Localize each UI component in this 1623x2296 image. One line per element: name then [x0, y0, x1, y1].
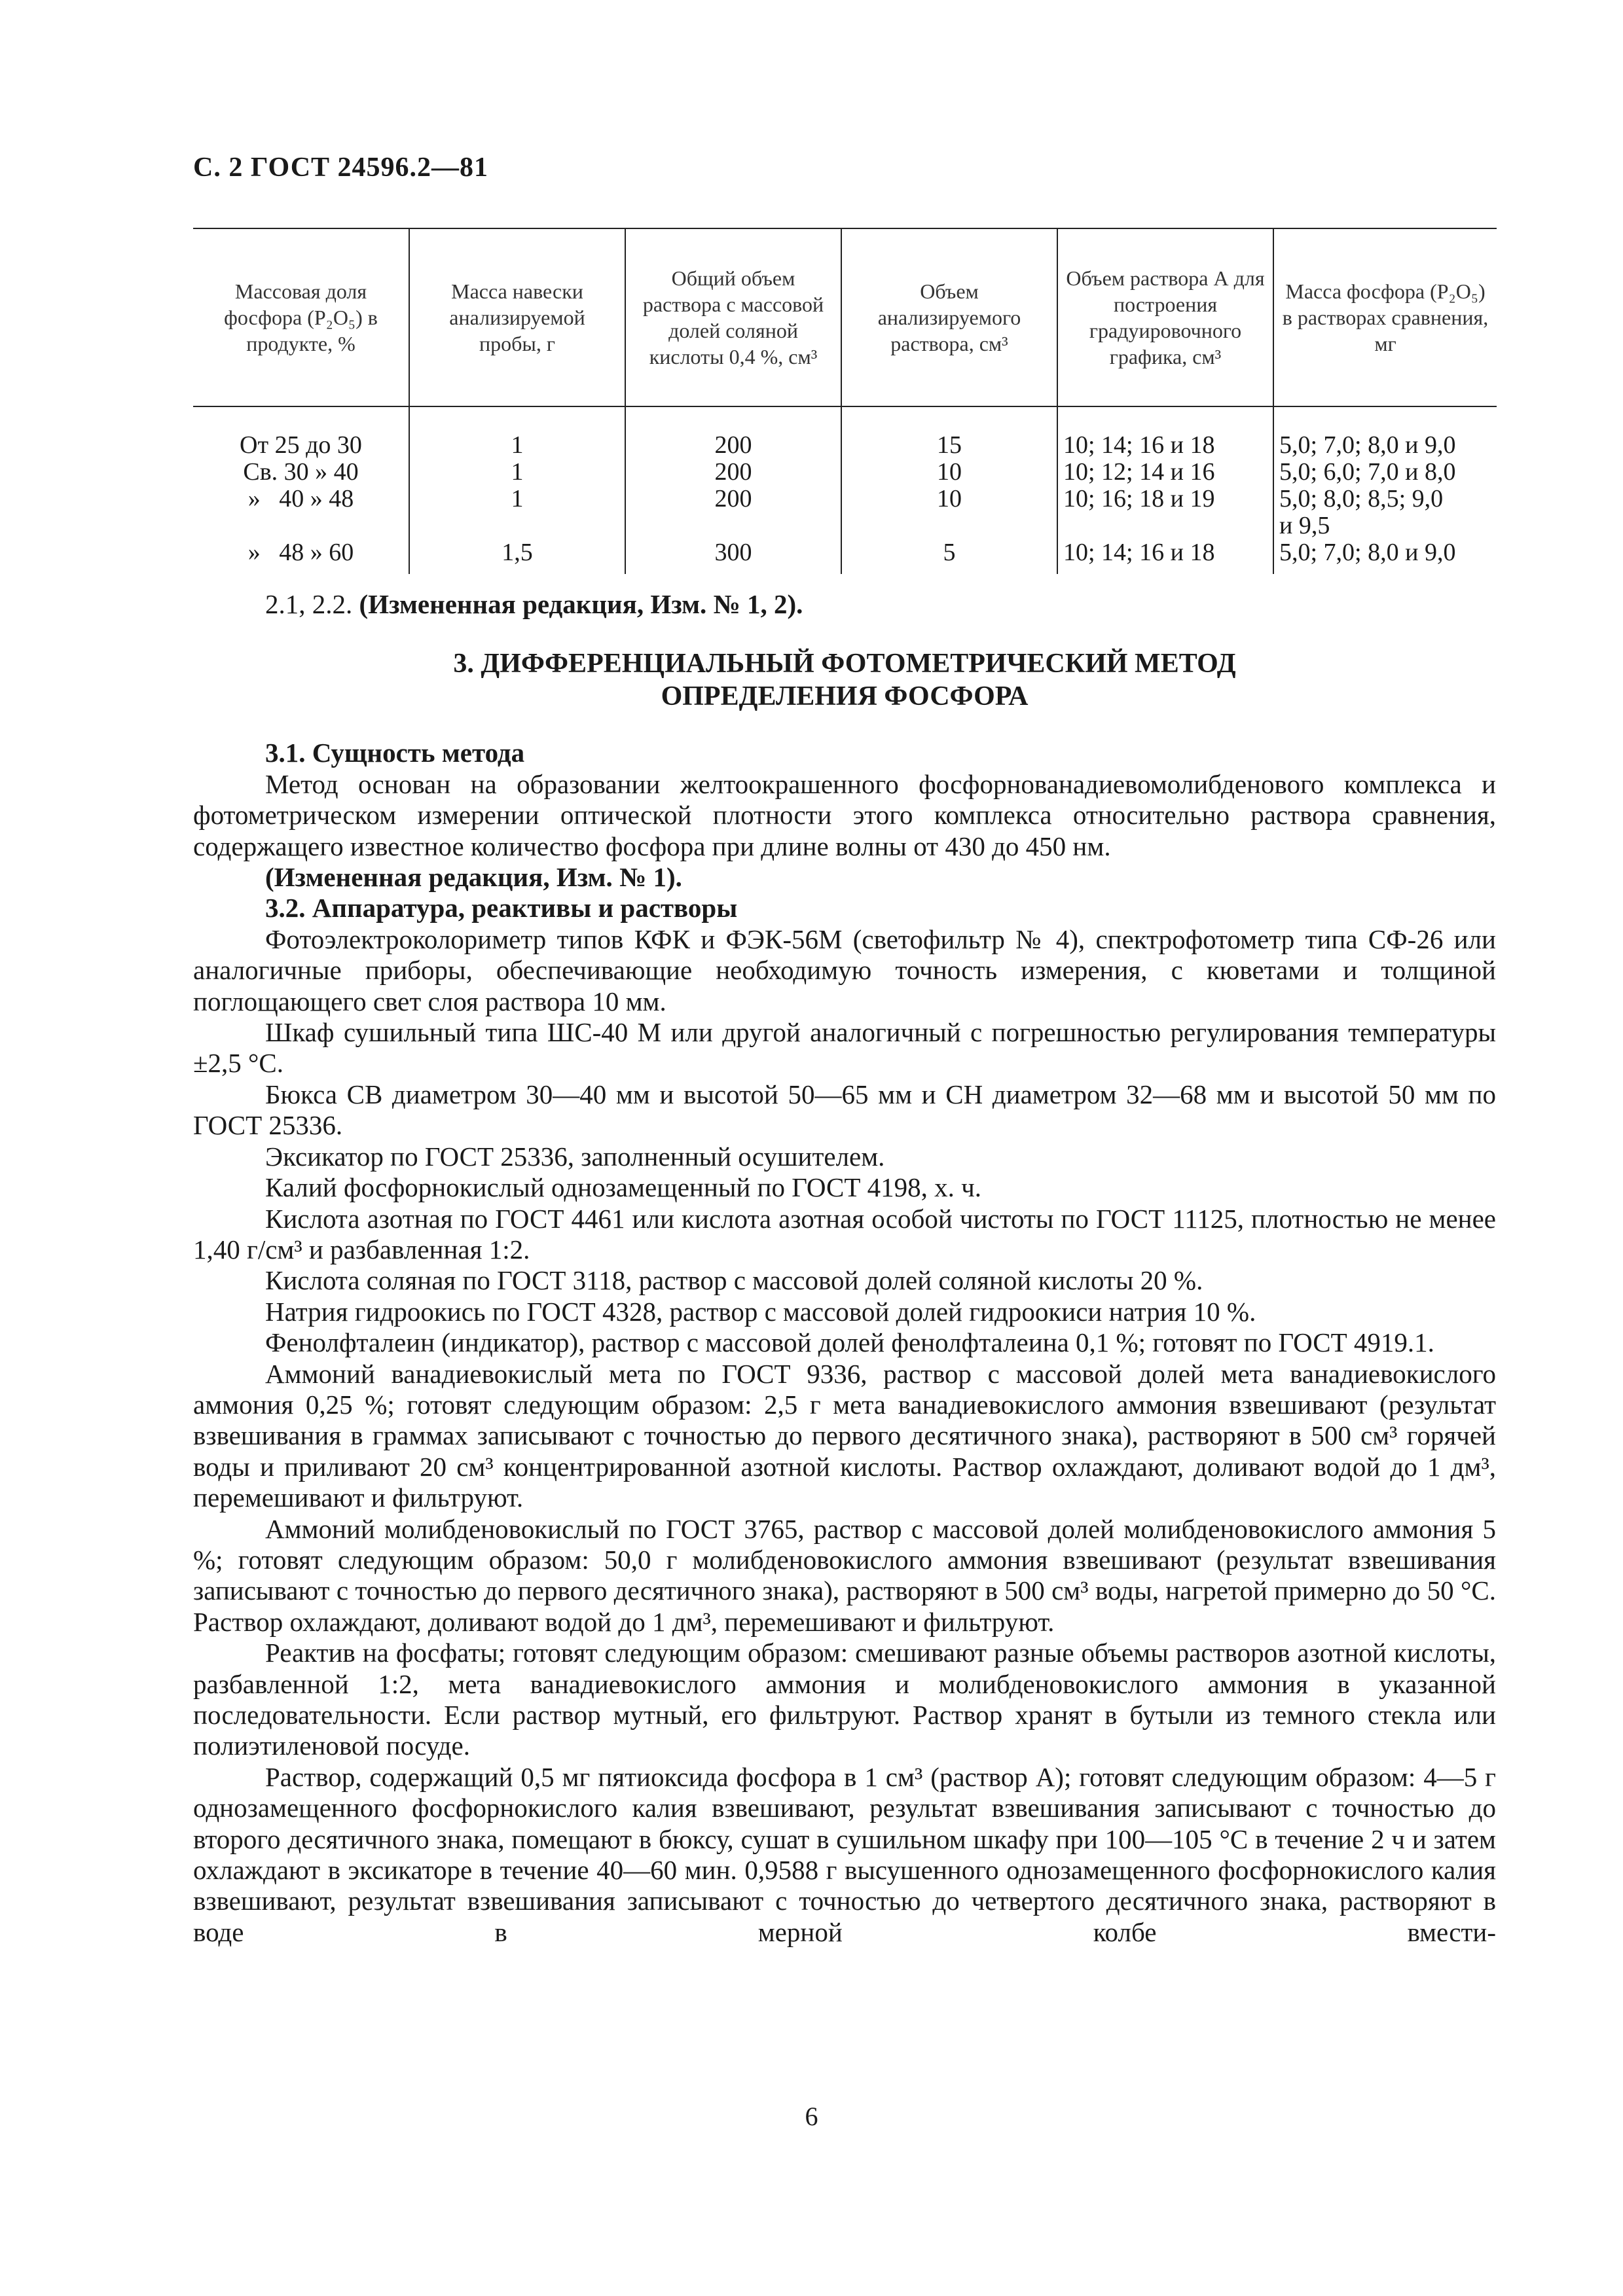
section-3-title-line2: ОПРЕДЕЛЕНИЯ ФОСФОРА [661, 681, 1029, 712]
table-row [193, 539, 1497, 574]
subsection-3-2-title: 3.2. Аппаратура, реактивы и растворы [265, 893, 738, 924]
col-header-aliquot-volume: Объем анализируемого раствора, см³ [841, 228, 1057, 406]
cell-ref [1273, 486, 1497, 539]
col-header-phosphorus-fraction: Массовая доля фосфора (P₂O₅) в продукте, % [193, 228, 409, 406]
table-row [193, 459, 1497, 486]
cell-calib: 10; 14; 16 и 18 [1057, 539, 1273, 574]
paragraph: Реактив на фосфаты; готовят следующим образом: смешивают разные объемы растворов азотной кислоты, разбавленной 1:2, мета ванадиевокислого аммония и молибденовокислого аммония в указанной последовательности. Если раствор мутный, его фильтруют. Раствор хранят в бутыли из темного стекла или полиэтиленовой посуде. [193, 1638, 1496, 1761]
revision-note-3-1: (Измененная редакция, Изм. № 1). [265, 862, 682, 893]
cell-aliquot: 5 [841, 539, 1057, 574]
cell-ref [1273, 406, 1497, 459]
cell-calib: 10; 16; 18 и 19 [1057, 486, 1273, 539]
paragraph: Кислота соляная по ГОСТ 3118, раствор с массовой долей соляной кислоты 20 %. [265, 1265, 1203, 1296]
cell-calib: 10; 12; 14 и 16 [1057, 459, 1273, 486]
table-row [193, 406, 1497, 459]
cell-mass: 1 [409, 486, 625, 539]
cell-volume: 200 [625, 486, 841, 539]
paragraph: Фотоэлектроколориметр типов КФК и ФЭК-56М (светофильтр № 4), спектрофотометр типа СФ-26 или аналогичные приборы, обеспечивающие необходимую точность измерения, с кюветами и толщиной поглощающего свет слоя раствора 10 мм. [193, 924, 1496, 1016]
cell-volume: 200 [625, 459, 841, 486]
section-3-title-line1: 3. ДИФФЕРЕНЦИАЛЬНЫЙ ФОТОМЕТРИЧЕСКИЙ МЕТОД [453, 649, 1236, 679]
cell-aliquot: 15 [841, 406, 1057, 459]
revision-note-text: (Измененная редакция, Изм. № 1, 2). [359, 589, 803, 619]
cell-aliquot: 10 [841, 486, 1057, 539]
paragraph: Аммоний молибденовокислый по ГОСТ 3765, раствор с массовой долей молибденовокислого аммония 5 %; готовят следующим образом: 50,0 г молибденовокислого аммония взвешивают (результат взвешивания записывают с точностью до первого десятичного знака), растворяют в 500 см³ воды, нагретой примерно до 50 °С. Раствор охлаждают, доливают водой до 1 дм³, перемешивают и фильтруют. [193, 1513, 1496, 1637]
cell-range: » 48 » 60 [247, 539, 354, 566]
cell-ref-line: 5,0; 6,0; 7,0 и 8,0 [1279, 458, 1456, 486]
cell-ref-line: 5,0; 7,0; 8,0 и 9,0 [1279, 539, 1456, 566]
document-body [193, 589, 1496, 1948]
paragraph: Раствор, содержащий 0,5 мг пятиоксида фосфора в 1 см³ (раствор А); готовят следующим образом: 4—5 г однозамещенного фосфорнокислого калия взвешивают, результат взвешивания записывают с точностью до второго десятичного знака, помещают в бюксу, сушат в сушильном шкафу при 100—105 °С в течение 2 ч и затем охлаждают в эксикаторе в течение 40—60 мин. 0,9588 г высушенного однозамещенного фосфорнокислого калия взвешивают, результат взвешивания записывают с точностью до четвертого десятичного знака, растворяют в воде в мерной колбе вмести- [193, 1761, 1496, 1947]
cell-range: » 40 » 48 [247, 485, 354, 512]
page-number: 6 [805, 2102, 818, 2131]
cell-range: От 25 до 30 [240, 431, 362, 459]
paragraph: Калий фосфорнокислый однозамещенный по ГОСТ 4198, х. ч. [265, 1172, 982, 1203]
subsection-3-1-title: 3.1. Сущность метода [265, 738, 525, 768]
col-header-calibration-volume: Объем раствора А для построения градуировочного графика, см³ [1057, 228, 1273, 406]
paragraph: Натрия гидроокись по ГОСТ 4328, раствор с массовой долей гидроокиси натрия 10 %. [265, 1296, 1256, 1327]
paragraph: Фенолфталеин (индикатор), раствор с массовой долей фенолфталеина 0,1 %; готовят по ГОСТ 4919.1. [265, 1327, 1434, 1358]
paragraph: Эксикатор по ГОСТ 25336, заполненный осушителем. [265, 1141, 885, 1172]
concentration-table [193, 228, 1497, 574]
col-header-sample-mass: Масса навески анализируемой пробы, г [409, 228, 625, 406]
cell-volume: 200 [625, 406, 841, 459]
paragraph: Аммоний ванадиевокислый мета по ГОСТ 9336, раствор с массовой долей мета ванадиевокислого аммония 0,25 %; готовят следующим образом: 2,5 г мета ванадиевокислого аммония взвешивают (результат взвешивания в граммах записывают с точностью до первого десятичного знака), растворяют в 500 см³ горячей воды и приливают 20 см³ концентрированной азотной кислоты. Раствор охлаждают, доливают водой до 1 дм³, перемешивают и фильтруют. [193, 1358, 1496, 1513]
cell-ref [1273, 539, 1497, 574]
cell-volume: 300 [625, 539, 841, 574]
cell-mass: 1 [409, 459, 625, 486]
cell-calib: 10; 14; 16 и 18 [1057, 406, 1273, 459]
section-3-heading [193, 647, 1496, 713]
col-header-total-volume: Общий объем раствора с массовой долей соляной кислоты 0,4 %, см³ [625, 228, 841, 406]
cell-mass: 1,5 [409, 539, 625, 574]
paragraph: Бюкса СВ диаметром 30—40 мм и высотой 50—65 мм и СН диаметром 32—68 мм и высотой 50 мм по ГОСТ 25336. [193, 1079, 1496, 1141]
col-header-reference-mass: Масса фосфора (P₂O₅) в растворах сравнения, мг [1273, 228, 1497, 406]
cell-mass: 1 [409, 406, 625, 459]
table-row [193, 486, 1497, 539]
cell-aliquot: 10 [841, 459, 1057, 486]
table-header-row [193, 228, 1497, 406]
paragraph: Метод основан на образовании желтоокрашенного фосфорнованадиевомолибденового комплекса и фотометрическом измерении оптической плотности этого комплекса относительно раствора сравнения, содержащего известное количество фосфора при длине волны от 430 до 450 нм. [193, 768, 1496, 861]
cell-ref [1273, 459, 1497, 486]
page-header: С. 2 ГОСТ 24596.2—81 [193, 152, 489, 183]
cell-ref-line: и 9,5 [1279, 512, 1330, 539]
paragraph: Кислота азотная по ГОСТ 4461 или кислота азотная особой чистоты по ГОСТ 11125, плотностью не менее 1,40 г/см³ и разбавленная 1:2. [193, 1203, 1496, 1265]
cell-ref-line: 5,0; 7,0; 8,0 и 9,0 [1279, 431, 1456, 459]
revision-note-ref: 2.1, 2.2. [265, 589, 359, 619]
revision-note-2-1-2-2 [193, 589, 1496, 620]
paragraph: Шкаф сушильный типа ШС-40 М или другой аналогичный с погрешностью регулирования температуры ±2,5 °С. [193, 1017, 1496, 1079]
cell-range: Св. 30 » 40 [243, 458, 359, 486]
cell-ref-line: 5,0; 8,0; 8,5; 9,0 [1279, 485, 1444, 512]
